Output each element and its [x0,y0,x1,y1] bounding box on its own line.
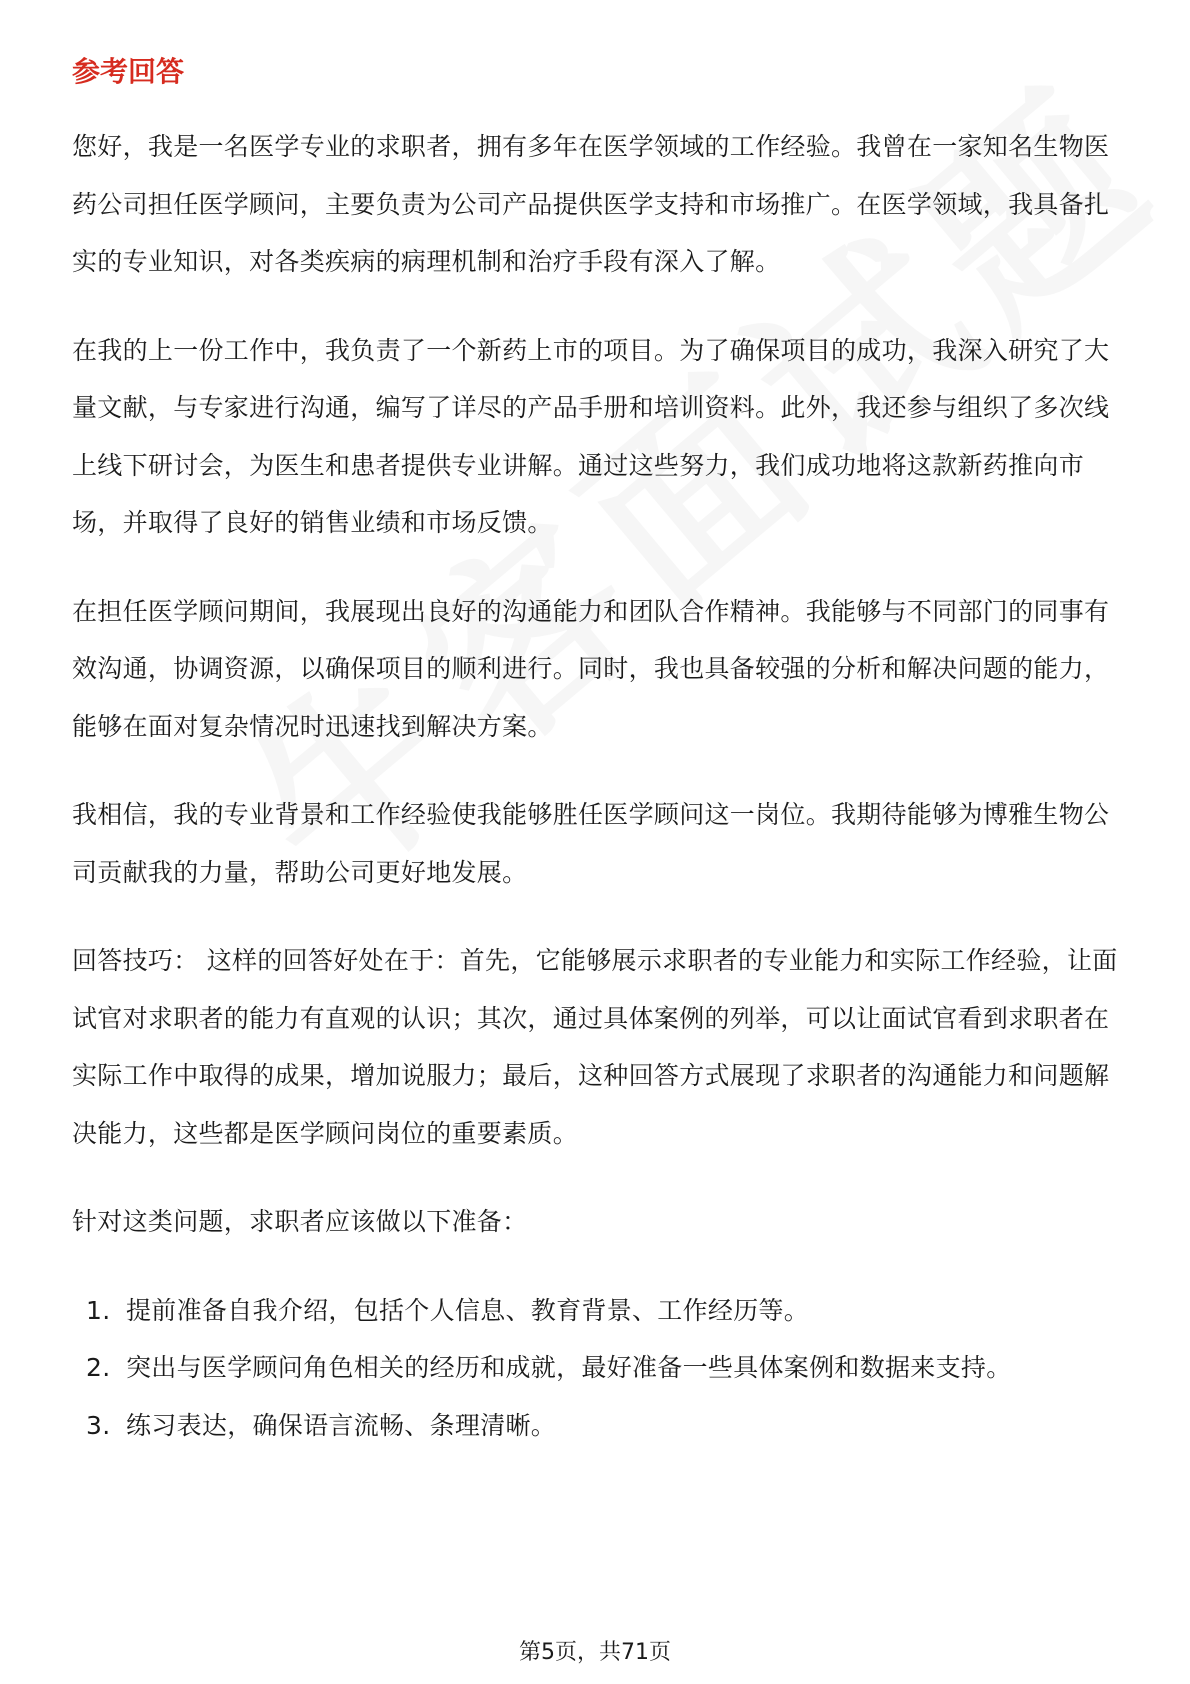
list-text: 练习表达，确保语言流畅、条理清晰。 [126,1410,557,1440]
list-item [72,1282,1122,1340]
list-item [72,1339,1122,1397]
paragraph-project: 在我的上一份工作中，我负责了一个新药上市的项目。为了确保项目的成功，我深入研究了大量文献，与专家进行沟通，编写了详尽的产品手册和培训资料。此外，我还参与组织了多次线上线下研讨会，为医生和患者提供专业讲解。通过这些努力，我们成功地将这款新药推向市场，并取得了良好的销售业绩和市场反馈。 [72,335,1110,537]
paragraph-skills: 在担任医学顾问期间，我展现出良好的沟通能力和团队合作精神。我能够与不同部门的同事有效沟通，协调资源，以确保项目的顺利进行。同时，我也具备较强的分析和解决问题的能力，能够在面对复杂情况时迅速找到解决方案。 [72,596,1110,741]
paragraph-intro: 您好，我是一名医学专业的求职者，拥有多年在医学领域的工作经验。我曾在一家知名生物医药公司担任医学顾问，主要负责为公司产品提供医学支持和市场推广。在医学领域，我具备扎实的专业知识，对各类疾病的病理机制和治疗手段有深入了解。 [72,132,1110,276]
paragraph-prep-intro: 针对这类问题，求职者应该做以下准备： [72,1207,528,1236]
list-number: 3. [86,1410,111,1440]
list-text: 突出与医学顾问角色相关的经历和成就，最好准备一些具体案例和数据来支持。 [126,1353,1012,1382]
section-heading: 参考回答 [72,55,185,88]
list-text: 提前准备自我介绍，包括个人信息、教育背景、工作经历等。 [126,1295,810,1325]
list-item [72,1397,1122,1455]
paragraph-closing: 我相信，我的专业背景和工作经验使我能够胜任医学顾问这一岗位。我期待能够为博雅生物公司贡献我的力量，帮助公司更好地发展。 [72,800,1110,887]
list-number: 1. [86,1295,111,1325]
paragraph-tips: 回答技巧： 这样的回答好处在于：首先，它能够展示求职者的专业能力和实际工作经验，让面试官对求职者的能力有直观的认识；其次，通过具体案例的列举，可以让面试官看到求职者在实际工作中取得的成果，增加说服力；最后，这种回答方式展现了求职者的沟通能力和问题解决能力，这些都是医学顾问岗位的重要素质。 [72,946,1118,1148]
answer-body [72,118,1122,1454]
page-number: 第5页，共71页 [519,1640,671,1665]
prep-list [72,1282,1122,1455]
list-number: 2. [86,1353,111,1382]
